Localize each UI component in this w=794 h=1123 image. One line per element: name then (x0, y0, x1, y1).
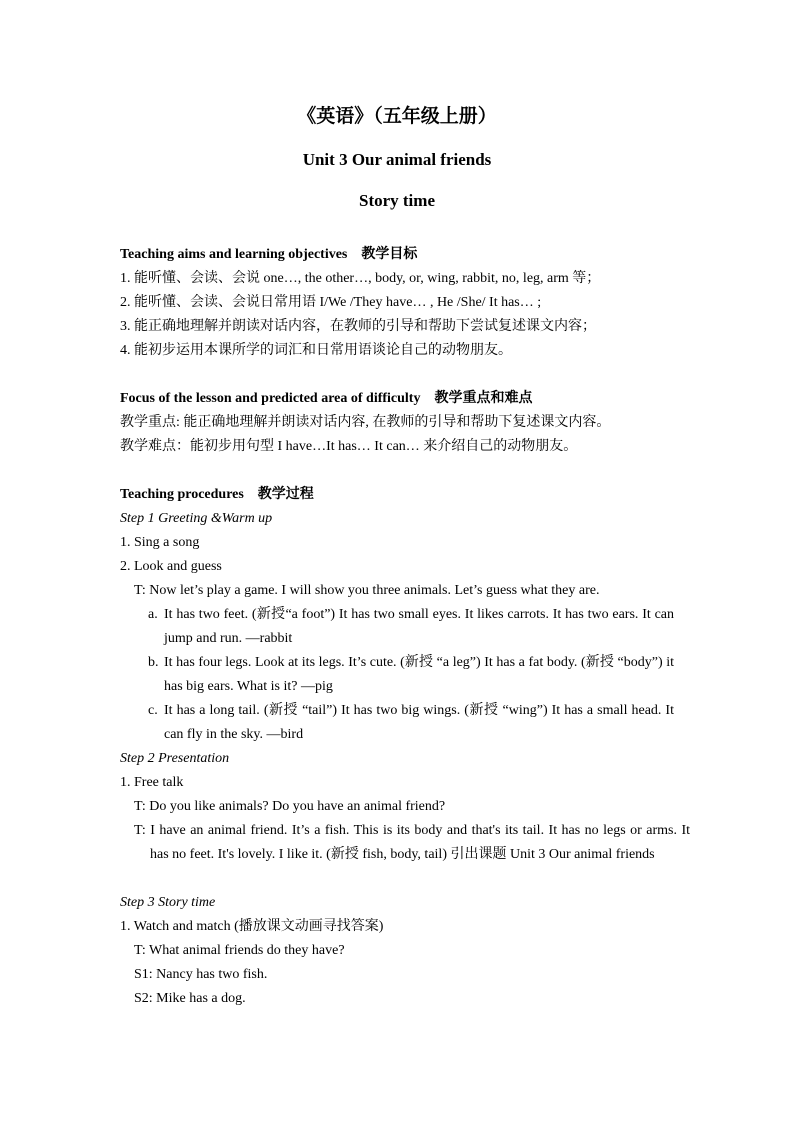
focus-difficulty: 教学难点：能初步用句型 I have…It has… It can… 来介绍自己的动物朋友。 (120, 439, 578, 454)
teacher-line: T: What animal friends do they have? (134, 943, 345, 958)
teacher-line: T: Now let’s play a game. I will show you three animals. Let’s guess what they are. (134, 583, 600, 598)
section-title: Story time (358, 191, 435, 210)
aim-item: 2. 能听懂、会读、会说日常用语 I/We /They have… , He /She/ It has… ; (120, 295, 542, 310)
unit-title: Unit 3 Our animal friends (302, 150, 492, 169)
list-item: It has two feet. (新授“a foot”) It has two small eyes. It likes carrots. It has two ears. It can jump and run. —rabbit (164, 607, 674, 646)
step-title: Step 3 Story time (120, 895, 216, 910)
student-line: S1: Nancy has two fish. (134, 967, 268, 982)
aims-heading: Teaching aims and learning objectives 教学目标 (120, 247, 418, 262)
step-title: Step 1 Greeting &Warm up (120, 511, 273, 526)
student-line: S2: Mike has a dog. (134, 991, 246, 1006)
teacher-line: T: Do you like animals? Do you have an animal friend? (134, 799, 446, 814)
step-item: 2. Look and guess (120, 559, 222, 574)
step-item: 1. Watch and match (播放课文动画寻找答案) (120, 919, 384, 934)
step-title: Step 2 Presentation (120, 751, 230, 766)
list-marker: a. (148, 607, 158, 622)
list-marker: b. (148, 655, 159, 670)
step-item: 1. Free talk (120, 775, 184, 790)
aim-item: 3. 能正确地理解并朗读对话内容，在教师的引导和帮助下尝试复述课文内容； (120, 319, 596, 334)
focus-heading: Focus of the lesson and predicted area of difficulty 教学重点和难点 (120, 391, 533, 406)
aim-item: 4. 能初步运用本课所学的词汇和日常用语谈论自己的动物朋友。 (120, 343, 512, 358)
list-marker: c. (148, 703, 158, 718)
focus-key: 教学重点: 能正确地理解并朗读对话内容, 在教师的引导和帮助下复述课文内容。 (120, 415, 611, 430)
aim-item: 1. 能听懂、会读、会说 one…, the other…, body, or, wing, rabbit, no, leg, arm 等； (120, 271, 601, 286)
list-item: It has four legs. Look at its legs. It’s cute. (新授 “a leg”) It has a fat body. (新授 “body”) it has big ears. What is it? —pig (164, 655, 674, 694)
list-item: It has a long tail. (新授 “tail”) It has two big wings. (新授 “wing”) It has a small head. It can fly in the sky. —bird (164, 703, 674, 742)
teacher-line: T: I have an animal friend. It’s a fish. This is its body and that's its tail. It has no legs or arms. It has no feet. It's lovely. I like it. (新授 fish, body, tail) 引出课题 Unit 3 Our animal friends (134, 823, 690, 862)
book-title: 《英语》（五年级上册） (297, 106, 497, 127)
step-item: 1. Sing a song (120, 535, 200, 550)
procedures-heading: Teaching procedures 教学过程 (120, 487, 314, 502)
